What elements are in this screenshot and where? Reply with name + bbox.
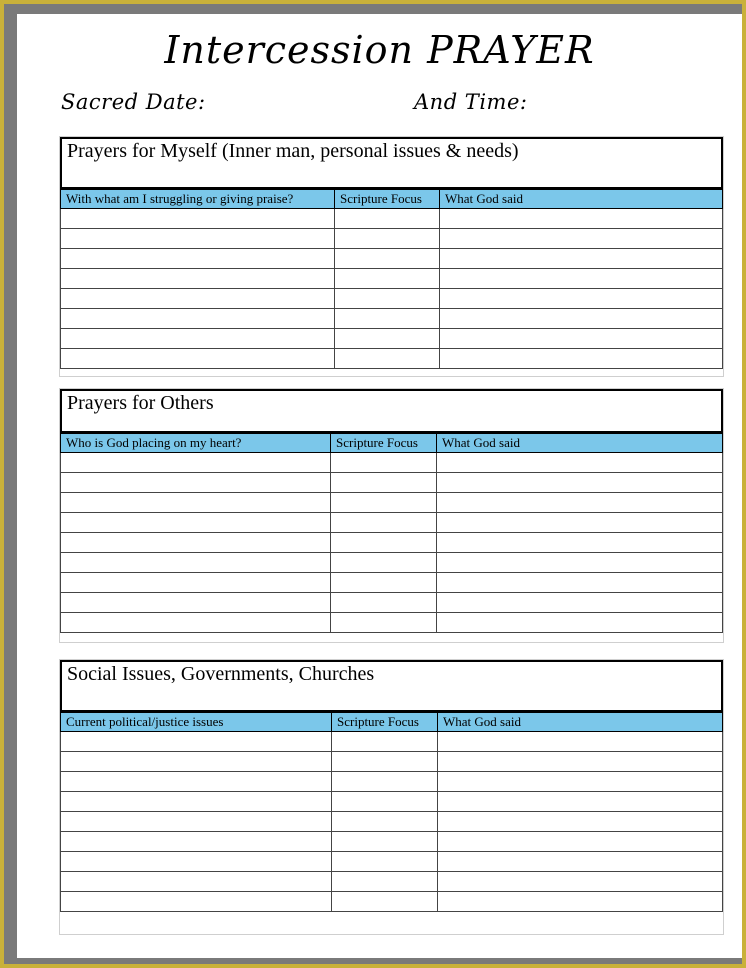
column-header: What God said	[438, 713, 723, 732]
column-header: What God said	[440, 190, 723, 209]
response-cell[interactable]	[438, 872, 723, 892]
response-cell[interactable]	[437, 453, 723, 473]
section-others	[59, 388, 724, 643]
entry-cell[interactable]	[61, 453, 331, 473]
entry-cell[interactable]	[61, 872, 332, 892]
response-cell[interactable]	[437, 613, 723, 633]
scripture-cell[interactable]	[332, 832, 438, 852]
response-cell[interactable]	[440, 309, 723, 329]
response-cell[interactable]	[438, 752, 723, 772]
entry-cell[interactable]	[61, 812, 332, 832]
entry-cell[interactable]	[61, 513, 331, 533]
entry-cell[interactable]	[61, 752, 332, 772]
section-myself	[59, 136, 724, 377]
table-row	[61, 892, 723, 912]
scripture-cell[interactable]	[332, 852, 438, 872]
response-cell[interactable]	[440, 349, 723, 369]
scripture-cell[interactable]	[332, 732, 438, 752]
scripture-cell[interactable]	[335, 249, 440, 269]
entry-cell[interactable]	[61, 573, 331, 593]
table-row	[61, 513, 723, 533]
date-label: Sacred Date:	[61, 90, 206, 114]
response-cell[interactable]	[438, 772, 723, 792]
scripture-cell[interactable]	[331, 573, 437, 593]
scripture-cell[interactable]	[332, 792, 438, 812]
column-header: What God said	[437, 434, 723, 453]
response-cell[interactable]	[438, 832, 723, 852]
entry-cell[interactable]	[61, 613, 331, 633]
prayer-table	[60, 712, 723, 912]
response-cell[interactable]	[437, 493, 723, 513]
entry-cell[interactable]	[61, 473, 331, 493]
section-title: Prayers for Myself (Inner man, personal issues & needs)	[60, 137, 723, 189]
scripture-cell[interactable]	[335, 309, 440, 329]
column-header: Scripture Focus	[332, 713, 438, 732]
worksheet-page	[17, 14, 742, 958]
scripture-cell[interactable]	[331, 473, 437, 493]
table-row	[61, 269, 723, 289]
response-cell[interactable]	[438, 852, 723, 872]
entry-cell[interactable]	[61, 249, 335, 269]
table-row	[61, 613, 723, 633]
section-title: Prayers for Others	[60, 389, 723, 433]
response-cell[interactable]	[438, 812, 723, 832]
table-row	[61, 209, 723, 229]
scripture-cell[interactable]	[335, 269, 440, 289]
table-row	[61, 309, 723, 329]
scripture-cell[interactable]	[332, 892, 438, 912]
table-row	[61, 812, 723, 832]
entry-cell[interactable]	[61, 329, 335, 349]
entry-cell[interactable]	[61, 732, 332, 752]
response-cell[interactable]	[437, 593, 723, 613]
table-row	[61, 289, 723, 309]
scripture-cell[interactable]	[331, 513, 437, 533]
response-cell[interactable]	[438, 732, 723, 752]
scripture-cell[interactable]	[335, 329, 440, 349]
column-header: Scripture Focus	[335, 190, 440, 209]
response-cell[interactable]	[437, 553, 723, 573]
entry-cell[interactable]	[61, 349, 335, 369]
scripture-cell[interactable]	[331, 493, 437, 513]
table-row	[61, 573, 723, 593]
response-cell[interactable]	[437, 513, 723, 533]
table-row	[61, 473, 723, 493]
table-row	[61, 593, 723, 613]
entry-cell[interactable]	[61, 553, 331, 573]
scripture-cell[interactable]	[335, 229, 440, 249]
response-cell[interactable]	[440, 209, 723, 229]
response-cell[interactable]	[437, 473, 723, 493]
table-row	[61, 249, 723, 269]
scripture-cell[interactable]	[335, 349, 440, 369]
scripture-cell[interactable]	[332, 812, 438, 832]
response-cell[interactable]	[440, 269, 723, 289]
column-header: With what am I struggling or giving praise?	[61, 190, 335, 209]
table-row	[61, 732, 723, 752]
response-cell[interactable]	[437, 573, 723, 593]
scripture-cell[interactable]	[332, 872, 438, 892]
response-cell[interactable]	[440, 329, 723, 349]
table-row	[61, 752, 723, 772]
response-cell[interactable]	[440, 249, 723, 269]
entry-cell[interactable]	[61, 792, 332, 812]
entry-cell[interactable]	[61, 892, 332, 912]
table-row	[61, 533, 723, 553]
scripture-cell[interactable]	[335, 209, 440, 229]
page-frame	[4, 4, 742, 964]
scripture-cell[interactable]	[331, 533, 437, 553]
scripture-cell[interactable]	[331, 453, 437, 473]
section-title: Social Issues, Governments, Churches	[60, 660, 723, 712]
scripture-cell[interactable]	[335, 289, 440, 309]
response-cell[interactable]	[437, 533, 723, 553]
table-row	[61, 852, 723, 872]
table-row	[61, 872, 723, 892]
scripture-cell[interactable]	[331, 553, 437, 573]
response-cell[interactable]	[440, 229, 723, 249]
table-row	[61, 792, 723, 812]
entry-cell[interactable]	[61, 593, 331, 613]
table-row	[61, 229, 723, 249]
entry-cell[interactable]	[61, 533, 331, 553]
table-row	[61, 772, 723, 792]
table-row	[61, 493, 723, 513]
page-title: Intercession PRAYER	[164, 28, 595, 72]
entry-cell[interactable]	[61, 493, 331, 513]
entry-cell[interactable]	[61, 289, 335, 309]
table-header-row	[61, 190, 723, 209]
scripture-cell[interactable]	[331, 593, 437, 613]
scripture-cell[interactable]	[332, 772, 438, 792]
table-header-row	[61, 713, 723, 732]
table-row	[61, 349, 723, 369]
entry-cell[interactable]	[61, 832, 332, 852]
entry-cell[interactable]	[61, 209, 335, 229]
section-social	[59, 659, 724, 935]
response-cell[interactable]	[438, 792, 723, 812]
entry-cell[interactable]	[61, 772, 332, 792]
response-cell[interactable]	[440, 289, 723, 309]
response-cell[interactable]	[438, 892, 723, 912]
entry-cell[interactable]	[61, 269, 335, 289]
time-label: And Time:	[414, 90, 528, 114]
table-header-row	[61, 434, 723, 453]
column-header: Current political/justice issues	[61, 713, 332, 732]
scripture-cell[interactable]	[331, 613, 437, 633]
entry-cell[interactable]	[61, 852, 332, 872]
table-row	[61, 329, 723, 349]
prayer-table	[60, 433, 723, 633]
table-row	[61, 453, 723, 473]
table-row	[61, 832, 723, 852]
column-header: Scripture Focus	[331, 434, 437, 453]
scripture-cell[interactable]	[332, 752, 438, 772]
entry-cell[interactable]	[61, 309, 335, 329]
table-row	[61, 553, 723, 573]
column-header: Who is God placing on my heart?	[61, 434, 331, 453]
entry-cell[interactable]	[61, 229, 335, 249]
prayer-table	[60, 189, 723, 369]
